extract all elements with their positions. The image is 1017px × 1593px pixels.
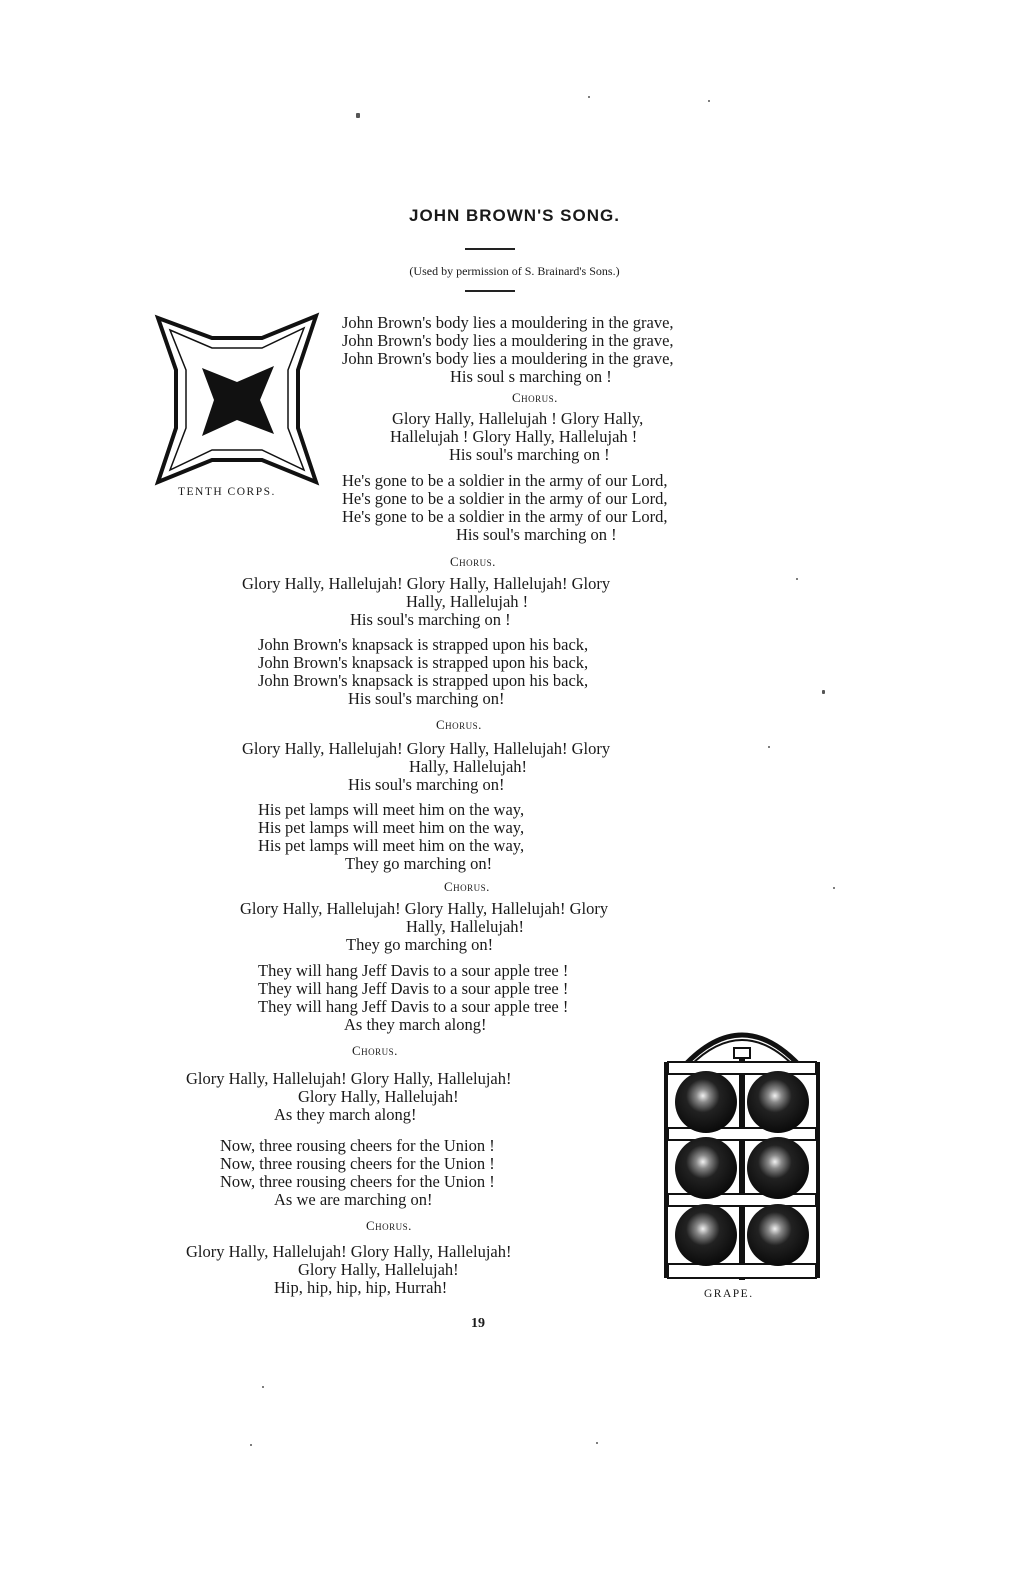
verse-3-line-2: John Brown's knapsack is strapped upon his back, — [258, 653, 589, 672]
verse-5-line-3: They will hang Jeff Davis to a sour apple tree ! — [258, 997, 569, 1016]
tenth-corps-caption: TENTH CORPS. — [178, 486, 276, 498]
chorus-label-6: Chorus. — [366, 1218, 412, 1233]
title-rule-top — [465, 248, 515, 250]
chorus-2-line-1: Glory Hally, Hallelujah! Glory Hally, Hallelujah! Glory — [242, 574, 611, 593]
chorus-2-line-2: Hally, Hallelujah ! — [406, 592, 529, 611]
chorus-5-line-1: Glory Hally, Hallelujah! Glory Hally, Hallelujah! — [186, 1069, 512, 1088]
chorus-label-4: Chorus. — [444, 879, 490, 894]
chorus-3-line-1: Glory Hally, Hallelujah! Glory Hally, Hallelujah! Glory — [242, 739, 611, 758]
chorus-label-1: Chorus. — [512, 390, 558, 405]
chorus-1-line-1: Glory Hally, Hallelujah ! Glory Hally, — [392, 409, 644, 428]
permission-note: (Used by permission of S. Brainard's Sons.) — [409, 264, 620, 278]
chorus-4-line-2: Hally, Hallelujah! — [406, 917, 525, 936]
chorus-1-line-2: Hallelujah ! Glory Hally, Hallelujah ! — [390, 427, 638, 446]
scan-speck — [833, 887, 835, 889]
scan-speck — [356, 113, 360, 118]
chorus-1-line-3: His soul's marching on ! — [449, 445, 610, 464]
verse-3-line-3: John Brown's knapsack is strapped upon his back, — [258, 671, 589, 690]
verse-1-line-2: John Brown's body lies a mouldering in the grave, — [342, 331, 674, 350]
scan-speck — [708, 100, 710, 102]
chorus-6-line-1: Glory Hally, Hallelujah! Glory Hally, Hallelujah! — [186, 1242, 512, 1261]
verse-2-line-3: He's gone to be a soldier in the army of our Lord, — [342, 507, 668, 526]
verse-6-line-4: As we are marching on! — [274, 1190, 433, 1209]
verse-4-line-2: His pet lamps will meet him on the way, — [258, 818, 525, 837]
chorus-6-line-3: Hip, hip, hip, hip, Hurrah! — [274, 1278, 448, 1297]
grape-shot-icon — [662, 1018, 822, 1288]
verse-5-line-4: As they march along! — [344, 1015, 487, 1034]
tenth-corps-badge — [152, 310, 322, 490]
verse-1-line-1: John Brown's body lies a mouldering in the grave, — [342, 313, 674, 332]
scan-speck — [822, 690, 825, 694]
tenth-corps-emblem-icon — [152, 310, 322, 490]
chorus-3-line-3: His soul's marching on! — [348, 775, 505, 794]
verse-6-line-1: Now, three rousing cheers for the Union ! — [220, 1136, 495, 1155]
chorus-6-line-2: Glory Hally, Hallelujah! — [298, 1260, 459, 1279]
verse-4-line-1: His pet lamps will meet him on the way, — [258, 800, 525, 819]
verse-5-line-2: They will hang Jeff Davis to a sour apple tree ! — [258, 979, 569, 998]
grape-caption: GRAPE. — [704, 1288, 754, 1300]
chorus-5-line-3: As they march along! — [274, 1105, 417, 1124]
verse-2-line-2: He's gone to be a soldier in the army of our Lord, — [342, 489, 668, 508]
grape-shot-illustration — [662, 1018, 822, 1288]
title-rule-bottom — [465, 290, 515, 292]
verse-4-line-4: They go marching on! — [345, 854, 493, 873]
verse-1-line-3: John Brown's body lies a mouldering in the grave, — [342, 349, 674, 368]
verse-3-line-1: John Brown's knapsack is strapped upon his back, — [258, 635, 589, 654]
chorus-3-line-2: Hally, Hallelujah! — [409, 757, 528, 776]
chorus-label-3: Chorus. — [436, 717, 482, 732]
scan-speck — [262, 1386, 264, 1388]
verse-4-line-3: His pet lamps will meet him on the way, — [258, 836, 525, 855]
scan-speck — [588, 96, 590, 98]
scan-speck — [250, 1444, 252, 1446]
page-title: JOHN BROWN'S SONG. — [409, 206, 620, 225]
chorus-4-line-1: Glory Hally, Hallelujah! Glory Hally, Hallelujah! Glory — [240, 899, 609, 918]
verse-3-line-4: His soul's marching on! — [348, 689, 505, 708]
chorus-label-5: Chorus. — [352, 1043, 398, 1058]
verse-1-line-4: His soul s marching on ! — [450, 367, 612, 386]
scan-speck — [768, 746, 770, 748]
verse-2-line-4: His soul's marching on ! — [456, 525, 617, 544]
chorus-label-2: Chorus. — [450, 554, 496, 569]
scan-speck — [596, 1442, 598, 1444]
verse-5-line-1: They will hang Jeff Davis to a sour apple tree ! — [258, 961, 569, 980]
verse-6-line-2: Now, three rousing cheers for the Union ! — [220, 1154, 495, 1173]
chorus-4-line-3: They go marching on! — [346, 935, 494, 954]
verse-6-line-3: Now, three rousing cheers for the Union ! — [220, 1172, 495, 1191]
page-number: 19 — [471, 1316, 485, 1331]
chorus-5-line-2: Glory Hally, Hallelujah! — [298, 1087, 459, 1106]
scan-speck — [796, 578, 798, 580]
chorus-2-line-3: His soul's marching on ! — [350, 610, 511, 629]
verse-2-line-1: He's gone to be a soldier in the army of our Lord, — [342, 471, 668, 490]
